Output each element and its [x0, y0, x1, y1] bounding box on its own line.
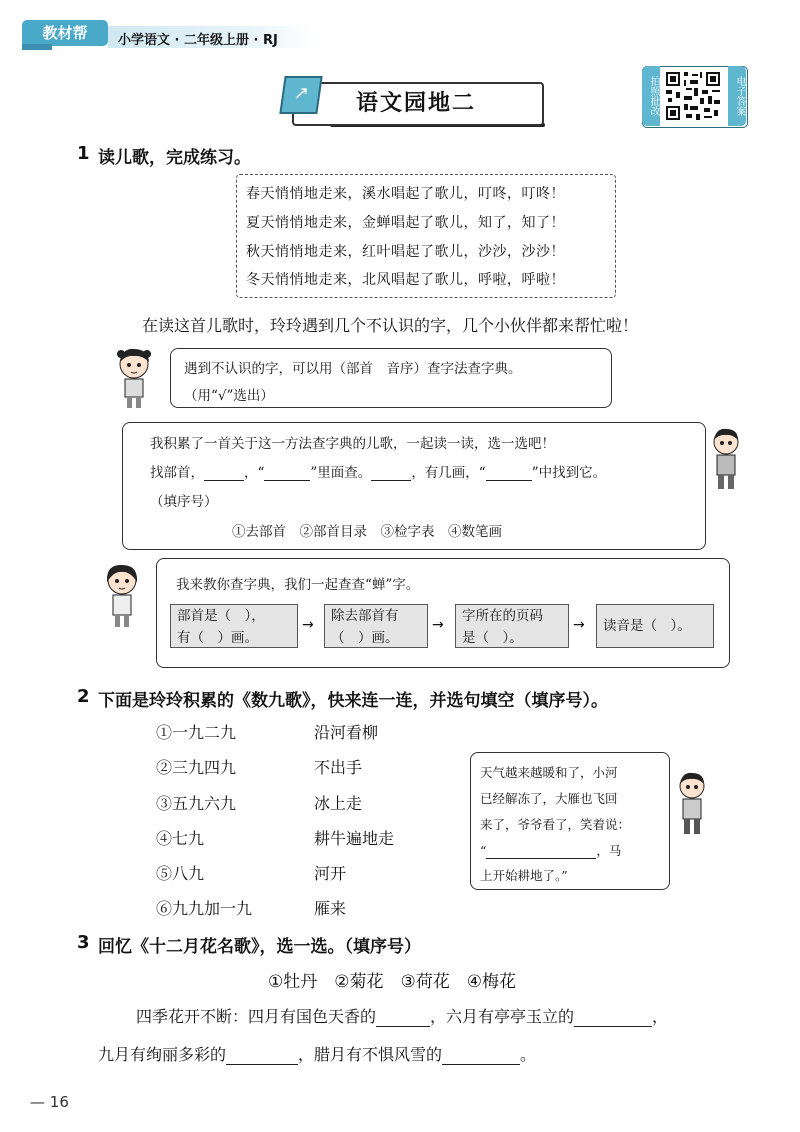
bubble-text: （用“√”选出）: [184, 388, 274, 404]
qr-code-icon[interactable]: [664, 70, 722, 122]
question-instruction: 回忆《十二月花名歌》，选一选。（填序号）: [98, 937, 421, 957]
answer-blank[interactable]: [574, 1010, 652, 1027]
bubble-text: 上开始耕地了。”: [480, 868, 568, 883]
question-number: 1: [77, 143, 90, 164]
match-right-item[interactable]: 沿河看柳: [314, 723, 379, 742]
section-title: 语文园地二: [355, 91, 476, 116]
intro-text: 在读这首儿歌时，玲玲遇到几个不认识的字，几个小伙伴都来帮忙啦！: [142, 316, 639, 335]
brand-logo-tail: [22, 44, 52, 50]
trend-icon: ↗: [279, 76, 322, 114]
poem-line: 秋天悄悄地走来，红叶唱起了歌儿，沙沙，沙沙！: [246, 244, 565, 260]
bubble-text: 天气越来越暖和了，小河: [480, 765, 618, 780]
brand-logo: 教材帮: [22, 20, 108, 46]
match-right-item[interactable]: 河开: [314, 864, 347, 883]
bubble-text: （填序号）: [150, 494, 218, 510]
match-right-item[interactable]: 雁来: [314, 899, 347, 918]
arrow-right-icon: →: [432, 617, 444, 633]
answer-blank[interactable]: [264, 464, 310, 481]
match-left-item[interactable]: ⑥九九加一九: [156, 899, 253, 918]
girl-character-icon: [100, 562, 146, 632]
bubble-text: 来了，爷爷看了，笑着说：: [480, 817, 631, 832]
lookup-step-box: 除去部首有 （ ）画。: [324, 604, 428, 648]
match-right-item[interactable]: 冰上走: [314, 794, 363, 813]
question-number: 3: [77, 932, 90, 953]
answer-blank[interactable]: [371, 464, 411, 481]
match-left-item[interactable]: ⑤八九: [156, 864, 205, 883]
poem-line: 冬天悄悄地走来，北风唱起了歌儿，呼啦，呼啦！: [246, 272, 565, 288]
question-instruction: 读儿歌，完成练习。: [98, 148, 251, 168]
arrow-right-icon: →: [573, 617, 585, 633]
option-list: ①去部首 ②部首目录 ③检字表 ④数笔画: [232, 524, 502, 540]
answer-blank[interactable]: [442, 1048, 520, 1065]
bubble-text: 已经解冻了，大雁也飞回: [480, 791, 618, 806]
answer-blank[interactable]: [486, 842, 596, 859]
match-right-item[interactable]: 耕牛遍地走: [314, 829, 395, 848]
fill-line: 四季花开不断：四月有国色天香的 ，六月有亭亭玉立的 ，: [136, 1007, 669, 1026]
book-title: 小学语文 · 二年级上册 · RJ: [118, 33, 278, 48]
girl-character-icon: [112, 346, 158, 412]
option-list: ①牡丹 ②菊花 ③荷花 ④梅花: [268, 972, 516, 992]
answer-blank[interactable]: [204, 464, 244, 481]
question-number: 2: [77, 686, 90, 707]
boy-character-icon: [706, 426, 746, 496]
poem-line: 春天悄悄地走来，溪水唱起了歌儿，叮咚，叮咚！: [246, 186, 565, 202]
answer-blank[interactable]: [226, 1048, 298, 1065]
bubble-text: 遇到不认识的字，可以用（部首 音序）查字法查字典。: [184, 361, 522, 377]
match-left-item[interactable]: ④七九: [156, 829, 205, 848]
lookup-step-box: 字所在的页码 是（ ）。: [455, 604, 569, 648]
match-left-item[interactable]: ③五九六九: [156, 794, 237, 813]
match-left-item[interactable]: ①一九二九: [156, 723, 237, 742]
qr-right-label: 电子答案: [728, 66, 746, 126]
lookup-step-box: 部首是（ ）， 有（ ）画。: [170, 604, 298, 648]
boy-character-icon: [672, 770, 712, 842]
poem-line: 夏天悄悄地走来，金蝉唱起了歌儿，知了，知了！: [246, 215, 565, 231]
match-right-item[interactable]: 不出手: [314, 758, 363, 777]
answer-blank[interactable]: [486, 464, 532, 481]
match-left-item[interactable]: ②三九四九: [156, 758, 237, 777]
answer-blank[interactable]: [376, 1010, 430, 1027]
rhyme-fill-line: 找部首， ，“ ”里面查。 ，有几画，“ ”中找到它。: [150, 465, 607, 481]
lookup-step-box: 读音是（ ）。: [596, 604, 714, 648]
page-number: — 16: [30, 1093, 69, 1111]
arrow-right-icon: →: [302, 617, 314, 633]
qr-left-label: 拍照批改: [642, 66, 660, 126]
bubble-text: 我积累了一首关于这一方法查字典的儿歌，一起读一读，选一选吧！: [150, 436, 555, 452]
bubble-fill-line: “ ，马: [480, 843, 622, 858]
fill-line: 九月有绚丽多彩的 ，腊月有不惧风雪的 。: [98, 1045, 537, 1064]
bubble-text: 我来教你查字典，我们一起查查“蝉”字。: [176, 577, 420, 593]
question-instruction: 下面是玲玲积累的《数九歌》，快来连一连，并选句填空（填序号）。: [98, 691, 608, 711]
